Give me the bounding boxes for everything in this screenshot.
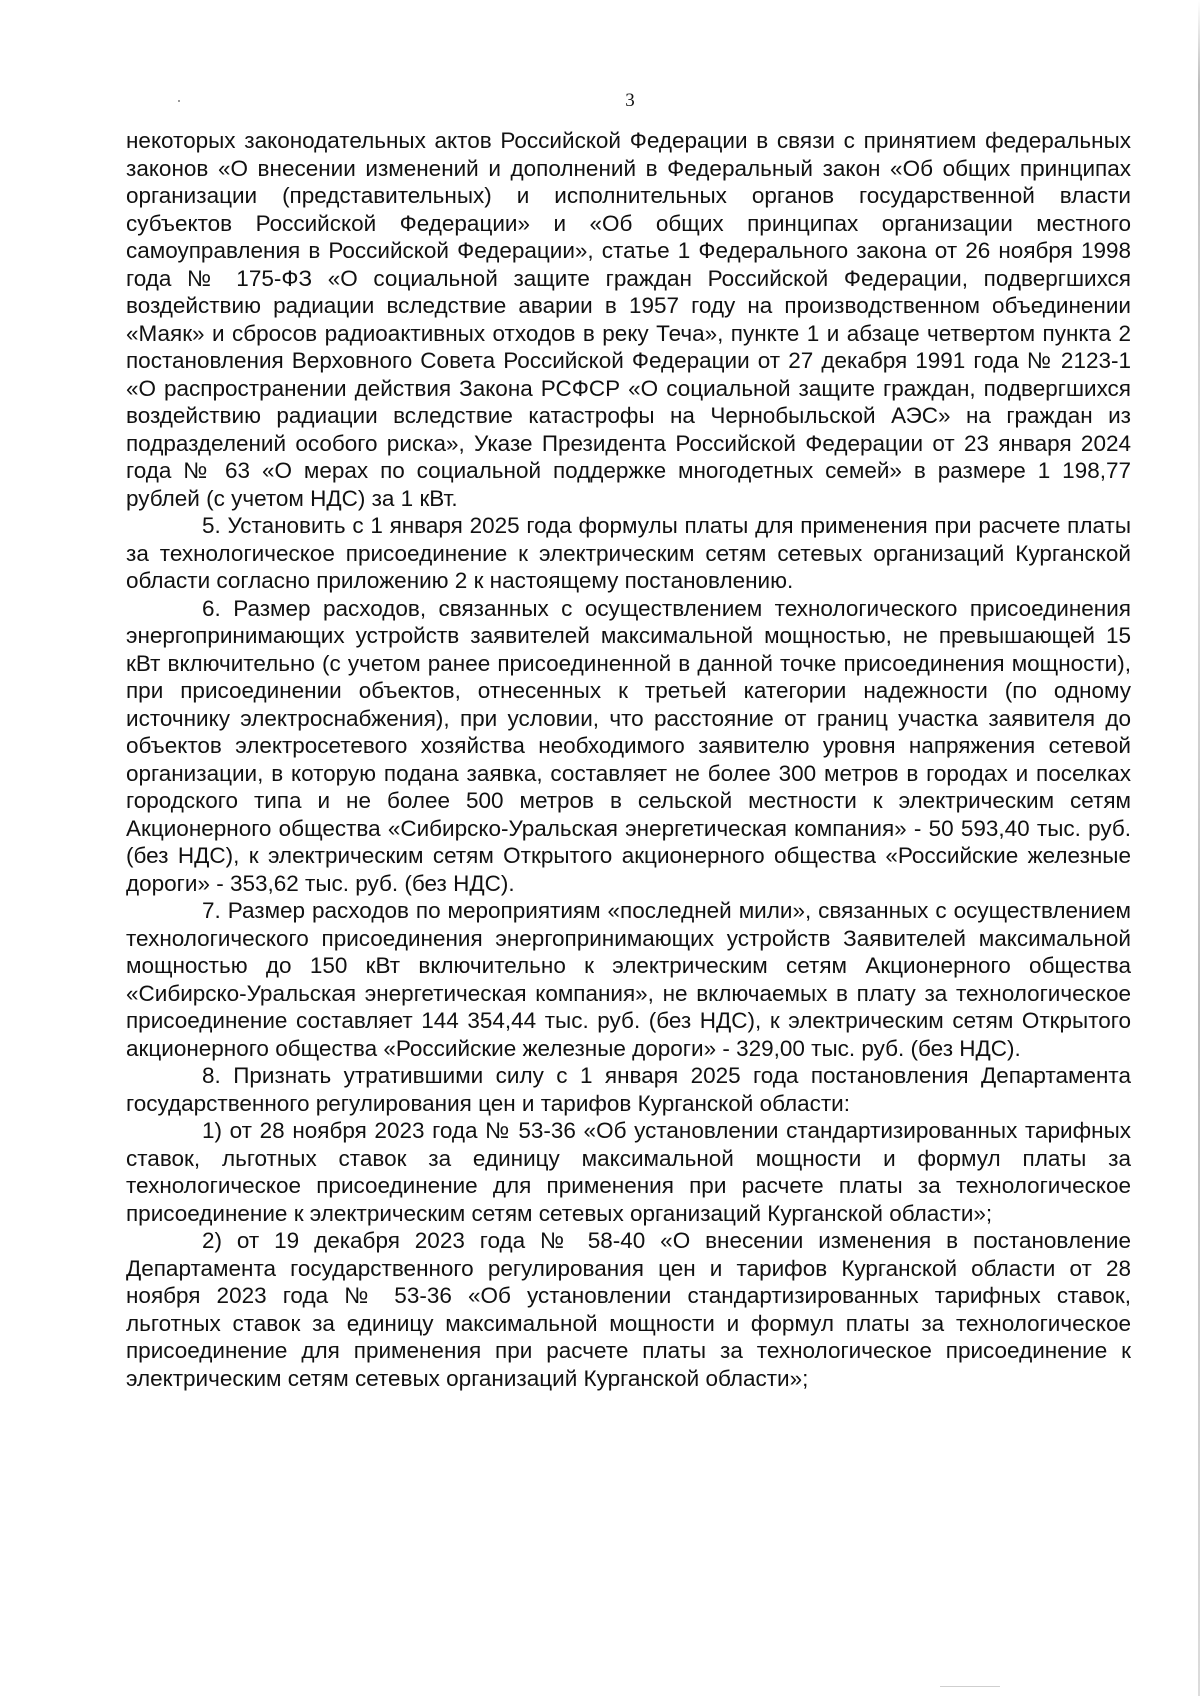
paragraph-subitem-1: 1) от 28 ноября 2023 года № 53-36 «Об установлении стандартизированных тарифных ставок, льготных ставок за единицу максимальной мощности и формул платы за технологическое присоединение для применения при расчете платы за технологическое присоединение к электрическим сетям сетевых организаций Курганской области»; [126,1118,1131,1226]
paragraph-subitem-2: 2) от 19 декабря 2023 года № 58-40 «О внесении изменения в постановление Департамента государственного регулирования цен и тарифов Курганской области от 28 ноября 2023 года № 53-36 «Об установлении стандартизированных тарифных ставок, льготных ставок за единицу максимальной мощности и формул платы за технологическое присоединение для применения при расчете платы за технологическое присоединение к электрическим сетям сетевых организаций Курганской области»; [126,1228,1131,1391]
scan-speck [178,100,180,102]
paragraph-item-6: 6. Размер расходов, связанных с осуществлением технологического присоединения энергопринимающих устройств заявителей максимальной мощностью, не превышающей 15 кВт включительно (с учетом ранее присоединенной в данной точке присоединения мощности), при присоединении объектов, отнесенных к третьей категории надежности (по одному источнику электроснабжения), при условии, что расстояние от границ участка заявителя до объектов электросетевого хозяйства необходимого заявителю уровня напряжения сетевой организации, в которую подана заявка, составляет не более 300 метров в городах и поселках городского типа и не более 500 метров в сельской местности к электрическим сетям Акционерного общества «Сибирско-Уральская энергетическая компания» - 50 593,40 тыс. руб. (без НДС), к электрическим сетям Открытого акционерного общества «Российские железные дороги» - 353,62 тыс. руб. (без НДС). [126,595,1131,896]
paragraph-item-7: 7. Размер расходов по мероприятиям «последней мили», связанных с осуществлением технологического присоединения энергопринимающих устройств Заявителей максимальной мощностью до 150 кВт включительно к электрическим сетям Акционерного общества «Сибирско-Уральская энергетическая компания», не включаемых в плату за технологическое присоединение составляет 144 354,44 тыс. руб. (без НДС), к электрическим сетям Открытого акционерного общества «Российские железные дороги» - 329,00 тыс. руб. (без НДС). [126,898,1131,1061]
paragraph-item-8: 8. Признать утратившими силу с 1 января 2025 года постановления Департамента государственного регулирования цен и тарифов Курганской области: [126,1063,1131,1116]
paragraph-item-5: 5. Установить с 1 января 2025 года формулы платы для применения при расчете платы за технологическое присоединение к электрическим сетям сетевых организаций Курганской области согласно приложению 2 к настоящему постановлению. [126,513,1131,593]
scan-speck [940,1686,1000,1687]
page-number: 3 [625,90,635,111]
document-body [126,127,1131,1392]
paragraph-continuation: некоторых законодательных актов Российской Федерации в связи с принятием федеральных законов «О внесении изменений и дополнений в Федеральный закон «Об общих принципах организации (представительных) и исполнительных органов государственной власти субъектов Российской Федерации» и «Об общих принципах организации местного самоуправления в Российской Федерации», статье 1 Федерального закона от 26 ноября 1998 года № 175-ФЗ «О социальной защите граждан Российской Федерации, подвергшихся воздействию радиации вследствие аварии в 1957 году на производственном объединении «Маяк» и сбросов радиоактивных отходов в реку Теча», пункте 1 и абзаце четвертом пункта 2 постановления Верховного Совета Российской Федерации от 27 декабря 1991 года № 2123-1 «О распространении действия Закона РСФСР «О социальной защите граждан, подвергшихся воздействию радиации вследствие катастрофы на Чернобыльской АЭС» на граждан из подразделений особого риска», Указе Президента Российской Федерации от 23 января 2024 года № 63 «О мерах по социальной поддержке многодетных семей» в размере 1 198,77 рублей (с учетом НДС) за 1 кВт. [126,128,1131,511]
